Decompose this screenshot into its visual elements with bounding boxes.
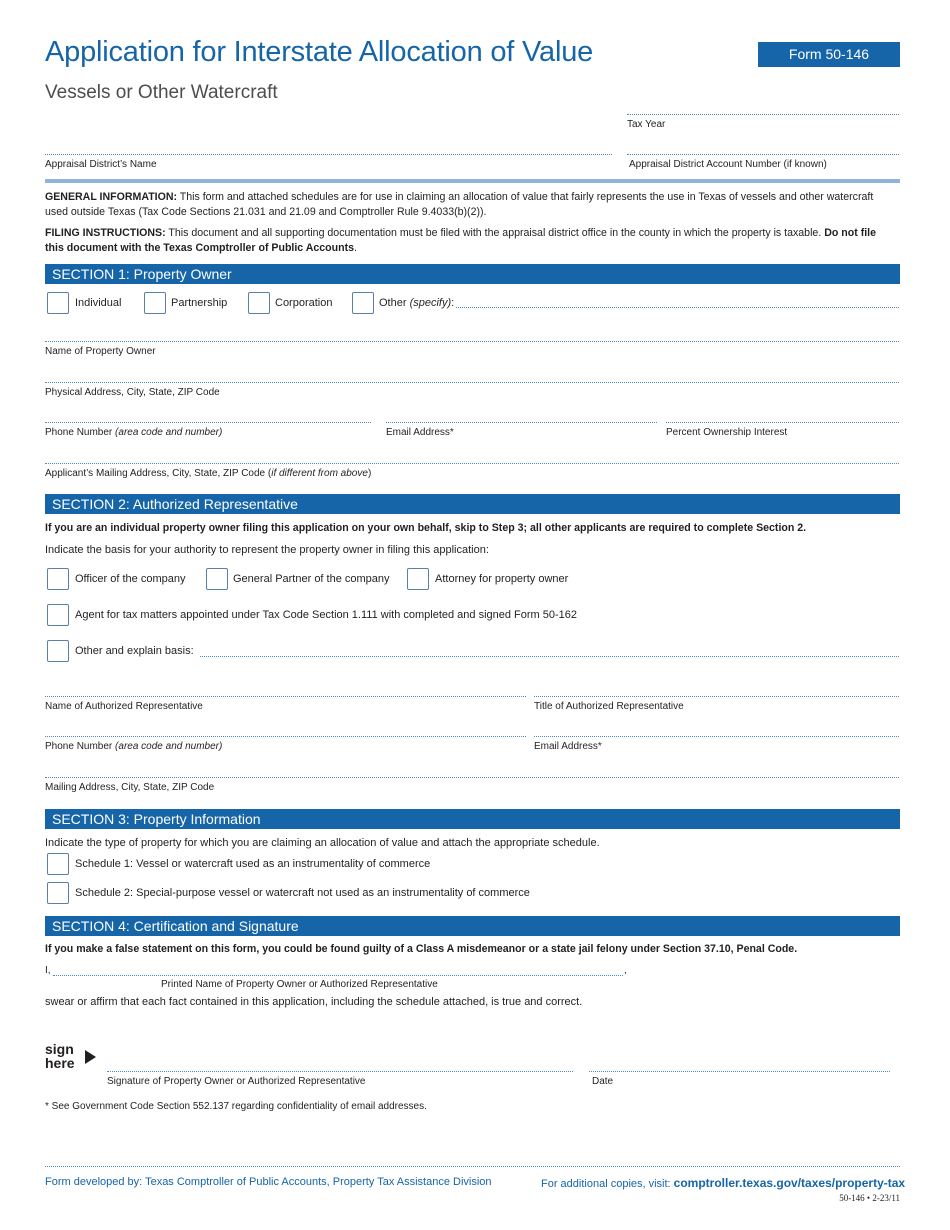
filing-instructions xyxy=(45,226,895,256)
other-basis-field[interactable] xyxy=(200,656,899,657)
owner-phone-field[interactable] xyxy=(45,422,371,423)
sign-here-arrow-icon xyxy=(85,1050,96,1064)
other-basis-checkbox[interactable] xyxy=(47,640,69,662)
section-2-note: If you are an individual property owner filing this application on your own behalf, skip to Step 3; all other applicants are required to complete Section 2. xyxy=(45,522,807,534)
general-partner-checkbox[interactable] xyxy=(206,568,228,590)
physical-address-label: Physical Address, City, State, ZIP Code xyxy=(45,387,220,398)
printed-name-comma: , xyxy=(624,965,627,976)
corporation-checkbox[interactable] xyxy=(248,292,270,314)
property-owner-name-field[interactable] xyxy=(45,341,899,342)
percent-ownership-field[interactable] xyxy=(666,422,899,423)
email-footnote: * See Government Code Section 552.137 regarding confidentiality of email addresses. xyxy=(45,1101,427,1112)
other-owner-colon: : xyxy=(451,297,455,309)
printed-name-field[interactable] xyxy=(53,975,623,976)
footer-copies xyxy=(541,1176,905,1190)
section-2-intro: Indicate the basis for your authority to represent the property owner in filing this application: xyxy=(45,544,489,556)
representative-mailing-field[interactable] xyxy=(45,777,899,778)
mailing-address-label xyxy=(45,468,371,479)
general-information xyxy=(45,190,895,220)
representative-phone-field[interactable] xyxy=(45,736,526,737)
tax-year-field[interactable] xyxy=(627,114,899,115)
mailing-address-end: ) xyxy=(367,468,372,479)
percent-ownership-label: Percent Ownership Interest xyxy=(666,427,788,438)
sign-here-line-2: here xyxy=(45,1055,75,1071)
owner-email-field[interactable] xyxy=(386,422,657,423)
appraisal-district-name-field[interactable] xyxy=(45,154,612,155)
representative-phone-label xyxy=(45,741,222,752)
i-label: I, xyxy=(45,965,51,976)
owner-phone-hint: (area code and number) xyxy=(115,427,223,438)
appraisal-district-name-label: Appraisal District’s Name xyxy=(45,159,157,170)
partnership-checkbox[interactable] xyxy=(144,292,166,314)
representative-phone-hint: (area code and number) xyxy=(115,741,223,752)
schedule-2-checkbox[interactable] xyxy=(47,882,69,904)
representative-phone-text: Phone Number xyxy=(45,741,116,752)
general-partner-label: General Partner of the company xyxy=(233,573,390,585)
sign-here-line-1: sign xyxy=(45,1041,74,1057)
footer-form-number: 50-146 • 2-23/11 xyxy=(839,1193,900,1203)
schedule-2-label: Schedule 2: Special-purpose vessel or watercraft not used as an instrumentality of commerce xyxy=(75,887,530,899)
attorney-checkbox[interactable] xyxy=(407,568,429,590)
schedule-1-checkbox[interactable] xyxy=(47,853,69,875)
corporation-label: Corporation xyxy=(275,297,333,309)
owner-email-label: Email Address* xyxy=(386,427,454,438)
footer-rule xyxy=(45,1166,900,1167)
physical-address-field[interactable] xyxy=(45,382,899,383)
attorney-label: Attorney for property owner xyxy=(435,573,569,585)
mailing-address-text: Applicant’s Mailing Address, City, State, ZIP Code ( xyxy=(45,468,272,479)
false-statement-warning: If you make a false statement on this form, you could be found guilty of a Class A misdemeanor or a state jail felony under Section 37.10, Penal Code. xyxy=(45,943,798,955)
representative-title-field[interactable] xyxy=(534,696,899,697)
appraisal-account-number-label: Appraisal District Account Number (if known) xyxy=(629,159,827,170)
representative-title-label: Title of Authorized Representative xyxy=(534,701,684,712)
date-field[interactable] xyxy=(589,1071,890,1072)
owner-phone-text: Phone Number xyxy=(45,427,116,438)
filing-instructions-label: FILING INSTRUCTIONS: xyxy=(45,227,166,239)
other-owner-specify: (specify) xyxy=(409,297,452,309)
other-basis-label: Other and explain basis: xyxy=(75,645,194,657)
appraisal-account-number-field[interactable] xyxy=(627,154,899,155)
other-owner-checkbox[interactable] xyxy=(352,292,374,314)
mailing-address-field[interactable] xyxy=(45,463,899,464)
filing-instructions-bold: Do not file this document with the Texas Comptroller of Public Accounts xyxy=(45,227,877,254)
officer-label: Officer of the company xyxy=(75,573,186,585)
other-owner-text: Other xyxy=(379,297,410,309)
general-information-text: This form and attached schedules are for use in claiming an allocation of value that fairly represents the use in Texas of vessels and other watercraft used outside Texas (Tax Code Sections 21.031 and 21.09 and Comptroller Rule 9.4033(b)(2)). xyxy=(45,191,874,218)
footer-developer: Form developed by: Texas Comptroller of Public Accounts, Property Tax Assistance Division xyxy=(45,1176,492,1188)
header-divider xyxy=(45,179,900,183)
filing-instructions-end: . xyxy=(354,242,357,254)
agent-checkbox[interactable] xyxy=(47,604,69,626)
representative-email-field[interactable] xyxy=(534,736,899,737)
individual-checkbox[interactable] xyxy=(47,292,69,314)
schedule-1-label: Schedule 1: Vessel or watercraft used as an instrumentality of commerce xyxy=(75,858,431,870)
other-owner-label xyxy=(379,297,454,309)
representative-name-field[interactable] xyxy=(45,696,526,697)
owner-phone-label xyxy=(45,427,222,438)
printed-name-label: Printed Name of Property Owner or Authorized Representative xyxy=(161,979,438,990)
signature-field[interactable] xyxy=(107,1071,573,1072)
signature-label: Signature of Property Owner or Authorized Representative xyxy=(107,1076,366,1087)
sign-here-marker xyxy=(45,1042,75,1070)
swear-statement: swear or affirm that each fact contained in this application, including the schedule attached, is true and correct. xyxy=(45,996,583,1008)
individual-label: Individual xyxy=(75,297,122,309)
representative-mailing-label: Mailing Address, City, State, ZIP Code xyxy=(45,782,215,793)
other-owner-field[interactable] xyxy=(456,307,899,308)
mailing-address-hint: if different from above xyxy=(271,468,368,479)
form-title: Application for Interstate Allocation of Value xyxy=(45,36,594,68)
officer-checkbox[interactable] xyxy=(47,568,69,590)
date-label: Date xyxy=(592,1076,614,1087)
filing-instructions-text: This document and all supporting documentation must be filed with the appraisal district office in the county in which the property is taxable. xyxy=(165,227,825,239)
representative-name-label: Name of Authorized Representative xyxy=(45,701,203,712)
representative-email-label: Email Address* xyxy=(534,741,602,752)
section-2-header: SECTION 2: Authorized Representative xyxy=(45,494,900,514)
section-1-header: SECTION 1: Property Owner xyxy=(45,264,900,284)
section-4-header: SECTION 4: Certification and Signature xyxy=(45,916,900,936)
partnership-label: Partnership xyxy=(171,297,228,309)
property-owner-name-label: Name of Property Owner xyxy=(45,346,156,357)
form-subtitle: Vessels or Other Watercraft xyxy=(45,82,278,103)
tax-year-label: Tax Year xyxy=(627,119,666,130)
footer-url-link[interactable]: comptroller.texas.gov/taxes/property-tax xyxy=(673,1176,906,1190)
general-information-label: GENERAL INFORMATION: xyxy=(45,191,178,203)
form-number-badge: Form 50-146 xyxy=(758,42,900,67)
section-3-header: SECTION 3: Property Information xyxy=(45,809,900,829)
agent-label: Agent for tax matters appointed under Tax Code Section 1.111 with completed and signed Form 50-162 xyxy=(75,609,578,621)
footer-copies-text: For additional copies, visit: xyxy=(541,1178,674,1190)
section-3-intro: Indicate the type of property for which you are claiming an allocation of value and attach the appropriate schedule. xyxy=(45,837,600,849)
